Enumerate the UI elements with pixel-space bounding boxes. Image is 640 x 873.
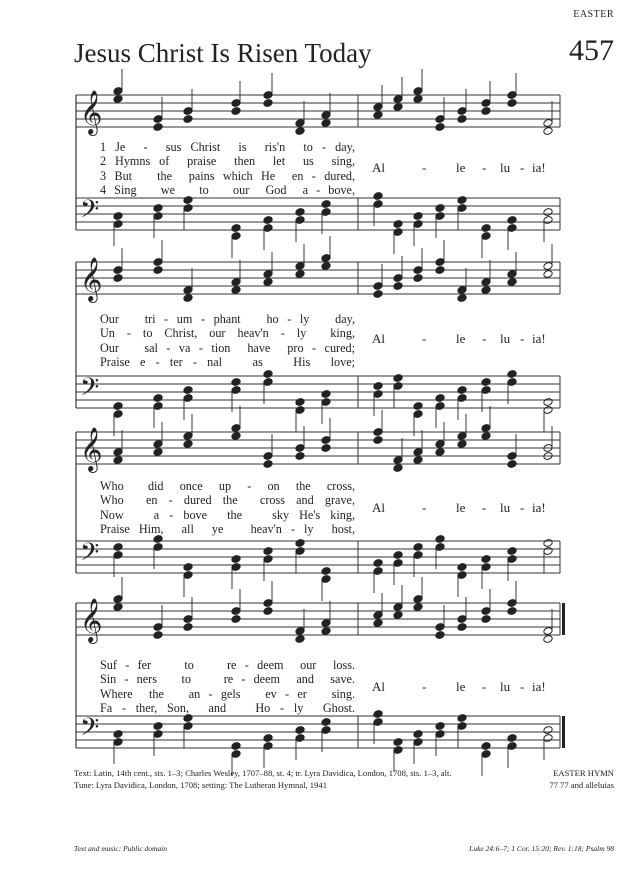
notehead	[543, 635, 553, 644]
notehead	[435, 631, 445, 640]
refrain-word: -	[422, 160, 427, 175]
treble-clef: 𝄞	[80, 427, 103, 471]
notehead	[321, 444, 331, 453]
notehead	[263, 460, 273, 469]
notehead	[435, 535, 445, 544]
notehead	[113, 543, 123, 552]
notehead	[321, 390, 331, 399]
notehead	[435, 123, 445, 132]
treble-clef: 𝄞	[80, 598, 103, 642]
refrain-word: le	[456, 331, 466, 346]
notehead	[263, 370, 273, 379]
treble-clef: 𝄞	[80, 90, 103, 134]
notehead	[231, 615, 241, 624]
notehead	[457, 294, 467, 303]
hymn-title: Jesus Christ Is Risen Today	[74, 38, 372, 68]
notehead	[481, 742, 491, 751]
refrain-word: -	[482, 160, 487, 175]
treble-clef: 𝄞	[80, 257, 103, 301]
notehead	[321, 200, 331, 209]
lyric-line: Sin - ners to re - deem and save.	[100, 672, 355, 687]
lyric-line: 3 But the pains which He en - dured,	[100, 168, 355, 183]
notehead	[321, 119, 331, 128]
notehead	[413, 730, 423, 739]
notehead	[183, 440, 193, 449]
refrain-word: lu	[500, 331, 511, 346]
lyric-line: Un - to Christ, our heav'n - ly king,	[100, 326, 355, 341]
notehead	[393, 103, 403, 112]
tune-name: EASTER HYMN	[553, 768, 614, 778]
notehead	[321, 718, 331, 727]
lyric-line: Praise e - ter - nal as His love;	[100, 355, 355, 370]
notehead	[457, 196, 467, 205]
final-barline	[562, 603, 565, 635]
notehead	[413, 274, 423, 283]
refrain-word: -	[422, 500, 427, 515]
notehead	[373, 111, 383, 120]
notehead	[231, 286, 241, 295]
notehead	[435, 394, 445, 403]
lyrics-block-1	[100, 140, 355, 198]
notehead	[373, 436, 383, 445]
lyric-line: 2 Hymns of praise then let us sing,	[100, 154, 355, 169]
notehead	[183, 115, 193, 124]
notehead	[231, 224, 241, 233]
notehead	[543, 539, 553, 548]
refrain-word: Al	[372, 331, 385, 346]
notehead	[543, 726, 553, 735]
hymn-number: 457	[569, 34, 614, 67]
notehead	[413, 402, 423, 411]
notehead	[413, 603, 423, 612]
lyric-line: Who en - dured the cross and grave,	[100, 493, 355, 508]
bass-clef: 𝄢	[80, 538, 100, 573]
notehead	[113, 274, 123, 283]
refrain-word: -	[520, 500, 525, 515]
refrain-word: ia!	[532, 679, 546, 694]
notehead	[393, 738, 403, 747]
notehead	[321, 567, 331, 576]
notehead	[231, 432, 241, 441]
refrain-word: lu	[500, 500, 511, 515]
scripture-references: Luke 24:6–7; 1 Cor. 15:20; Rev. 1:18; Psalm 98	[469, 844, 614, 853]
notehead	[263, 216, 273, 225]
notehead	[113, 603, 123, 612]
lyric-line: 4 Sing we to our God a - bove,	[100, 183, 355, 198]
notehead	[183, 563, 193, 572]
bass-clef: 𝄢	[80, 713, 100, 748]
notehead	[295, 539, 305, 548]
section-label: EASTER	[573, 9, 614, 20]
notehead	[481, 555, 491, 564]
lyric-line: Who did once up - on the cross,	[100, 479, 355, 493]
notehead	[507, 734, 517, 743]
notehead	[113, 402, 123, 411]
notehead	[373, 559, 383, 568]
notehead	[435, 448, 445, 457]
refrain-word: ia!	[532, 331, 546, 346]
refrain-word: ia!	[532, 160, 546, 175]
refrain-word: ia!	[532, 500, 546, 515]
refrain-word: le	[456, 679, 466, 694]
lyric-line: 1 Je - sus Christ is ris'n to - day,	[100, 140, 355, 154]
tune-credit: Tune: Lyra Davidica, London, 1708; setting: The Lutheran Hymnal, 1941	[74, 780, 327, 790]
notehead	[321, 627, 331, 636]
notehead	[295, 452, 305, 461]
refrain-word: Al	[372, 679, 385, 694]
notehead	[373, 382, 383, 391]
notehead	[153, 722, 163, 731]
refrain-word: -	[482, 331, 487, 346]
notehead	[457, 623, 467, 632]
bass-clef: 𝄢	[80, 195, 100, 230]
refrain-word: le	[456, 160, 466, 175]
notehead	[153, 448, 163, 457]
copyright-note: Text and music: Public domain	[74, 844, 168, 853]
notehead	[457, 386, 467, 395]
notehead	[543, 127, 553, 136]
notehead	[507, 607, 517, 616]
notehead	[413, 543, 423, 552]
notehead	[481, 224, 491, 233]
bass-clef: 𝄢	[80, 373, 100, 408]
notehead	[481, 286, 491, 295]
notehead	[113, 212, 123, 221]
notehead	[263, 607, 273, 616]
notehead	[393, 611, 403, 620]
notehead	[295, 635, 305, 644]
refrain-word: lu	[500, 160, 511, 175]
lyrics-block-2	[100, 312, 355, 370]
notehead	[435, 722, 445, 731]
refrain-word: le	[456, 500, 466, 515]
refrain-word: -	[422, 331, 427, 346]
notehead	[295, 398, 305, 407]
notehead	[373, 290, 383, 299]
notehead	[231, 378, 241, 387]
notehead	[113, 95, 123, 104]
notehead	[481, 107, 491, 116]
notehead	[295, 127, 305, 136]
notehead	[183, 623, 193, 632]
lyric-line: Suf - fer to re - deem our loss.	[100, 658, 355, 672]
lyric-line: Where the an - gels ev - er sing.	[100, 686, 355, 701]
refrain-word: -	[520, 160, 525, 175]
notehead	[507, 278, 517, 287]
notehead	[435, 266, 445, 275]
notehead	[321, 262, 331, 271]
notehead	[481, 378, 491, 387]
notehead	[231, 742, 241, 751]
notehead	[263, 547, 273, 556]
notehead	[543, 398, 553, 407]
notehead	[543, 208, 553, 217]
refrain-word: lu	[500, 679, 511, 694]
notehead	[373, 619, 383, 628]
notehead	[507, 99, 517, 108]
lyric-line: Our tri - um - phant ho - ly day,	[100, 312, 355, 326]
lyrics-block-4	[100, 658, 355, 716]
notehead	[231, 555, 241, 564]
notehead	[393, 220, 403, 229]
notehead	[413, 95, 423, 104]
notehead	[507, 216, 517, 225]
notehead	[183, 386, 193, 395]
notehead	[393, 374, 403, 383]
notehead	[393, 282, 403, 291]
notehead	[507, 460, 517, 469]
notehead	[263, 734, 273, 743]
text-credit: Text: Latin, 14th cent., sts. 1–3; Charles Wesley, 1707–88, st. 4; tr. Lyra Davidica, London, 1708, sts. 1–3, alt.	[74, 768, 452, 778]
notehead	[413, 212, 423, 221]
lyric-line: Now a - bove the sky He's king,	[100, 507, 355, 522]
meter: 77 77 and alleluias	[549, 780, 614, 790]
notehead	[153, 394, 163, 403]
notehead	[413, 456, 423, 465]
notehead	[457, 440, 467, 449]
lyric-line: Our sal - va - tion have pro - cured;	[100, 340, 355, 355]
refrain-word: Al	[372, 500, 385, 515]
notehead	[507, 370, 517, 379]
notehead	[481, 615, 491, 624]
tune-info	[549, 767, 614, 791]
notehead	[113, 730, 123, 739]
notehead	[295, 208, 305, 217]
notehead	[373, 192, 383, 201]
notehead	[263, 99, 273, 108]
notehead	[113, 456, 123, 465]
final-barline	[562, 716, 565, 748]
notehead	[457, 714, 467, 723]
refrain-word: -	[482, 679, 487, 694]
notehead	[153, 204, 163, 213]
notehead	[153, 631, 163, 640]
notehead	[373, 710, 383, 719]
notehead	[481, 432, 491, 441]
notehead	[507, 547, 517, 556]
lyric-line: Fa - ther, Son, and Ho - ly Ghost.	[100, 701, 355, 716]
notehead	[393, 464, 403, 473]
refrain-word: Al	[372, 160, 385, 175]
notehead	[543, 270, 553, 279]
notehead	[263, 278, 273, 287]
notehead	[153, 266, 163, 275]
lyrics-block-3	[100, 479, 355, 537]
refrain-word: -	[482, 500, 487, 515]
refrain-word: -	[520, 679, 525, 694]
refrain-word: -	[422, 679, 427, 694]
text-credits	[74, 767, 494, 791]
notehead	[435, 204, 445, 213]
notehead	[153, 123, 163, 132]
refrain-word: -	[520, 331, 525, 346]
notehead	[295, 726, 305, 735]
notehead	[457, 563, 467, 572]
lyric-line: Praise Him, all ye heav'n - ly host,	[100, 522, 355, 537]
notehead	[457, 115, 467, 124]
notehead	[183, 294, 193, 303]
notehead	[231, 107, 241, 116]
notehead	[393, 551, 403, 560]
notehead	[295, 270, 305, 279]
